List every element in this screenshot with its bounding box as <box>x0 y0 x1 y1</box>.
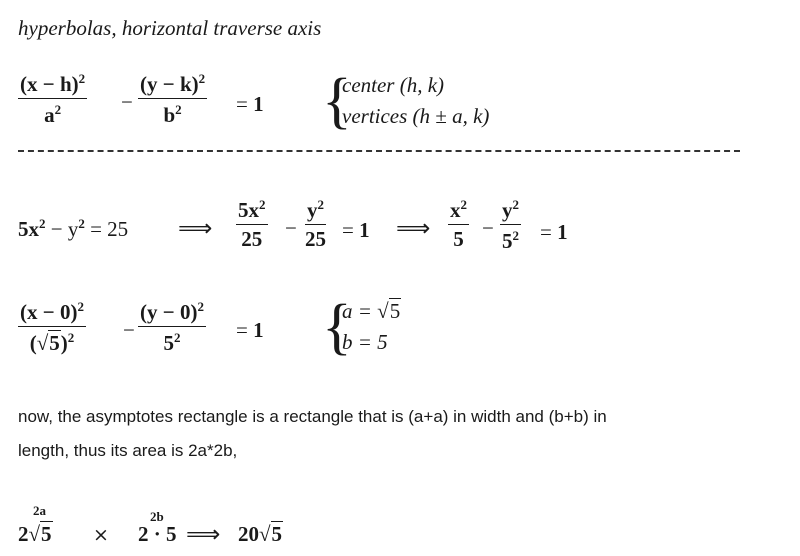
sq: 2 <box>259 197 266 212</box>
prose-line-1: now, the asymptotes rectangle is a rectangle that is (a+a) in width and (b+b) in <box>18 407 607 426</box>
radicand: 5 <box>41 522 52 546</box>
radicand: 5 <box>271 522 283 546</box>
final-result <box>238 522 283 547</box>
step-fraction-3 <box>448 198 469 250</box>
sqrt <box>37 333 61 354</box>
step-n2: y <box>307 198 318 222</box>
step-n4: y <box>502 198 513 222</box>
sq: 2 <box>54 102 62 117</box>
term1-coef: 2 <box>18 522 29 546</box>
case-b: b = 5 <box>342 330 388 354</box>
label-2b: 2b <box>150 509 164 524</box>
sq: 2 <box>198 71 206 86</box>
implies-arrow: ⟹ <box>186 520 221 548</box>
sq: 2 <box>78 216 85 231</box>
minus: − <box>121 90 133 114</box>
implies-arrow: ⟹ <box>178 214 213 242</box>
general-fraction-y <box>138 72 207 126</box>
step-fraction-1 <box>236 198 268 250</box>
step-d1: 25 <box>241 227 263 251</box>
sq: 2 <box>512 197 519 212</box>
heading: hyperbolas, horizontal traverse axis <box>18 16 322 40</box>
equals-one: = 1 <box>342 218 370 242</box>
paren-close: ) <box>60 331 68 355</box>
step-equation <box>18 216 128 242</box>
radicand: 5 <box>389 299 401 323</box>
case-a <box>342 296 401 327</box>
sq: 2 <box>173 330 181 345</box>
final-term-2: 2 · 5 <box>138 522 177 546</box>
prose-line-2: length, thus its area is 2a*2b, <box>18 441 238 460</box>
specific-cases <box>342 296 401 358</box>
sq: 2 <box>460 197 467 212</box>
left-brace: { <box>322 293 352 361</box>
step-n3: x <box>450 198 461 222</box>
step-d4: 5 <box>502 229 513 253</box>
result-coef: 20 <box>238 522 259 546</box>
equals-one: = 1 <box>236 318 264 342</box>
specific-fraction-y <box>138 300 206 354</box>
step-fraction-2 <box>305 198 326 250</box>
step-n1: 5x <box>238 198 259 222</box>
sq: 2 <box>317 197 324 212</box>
radical-sign: √ <box>36 331 49 355</box>
equals-one: = 1 <box>236 92 264 116</box>
radical-sign: √ <box>28 522 41 546</box>
sq: 2 <box>77 299 84 314</box>
radical-sign: √ <box>377 299 389 323</box>
sqrt <box>377 296 401 327</box>
minus: − <box>123 318 135 342</box>
general-num2: (y − k) <box>140 72 199 96</box>
equals-one: = 1 <box>540 220 568 244</box>
general-den2: b <box>163 103 176 127</box>
case-a-label: a = <box>342 299 378 323</box>
left-brace: { <box>322 67 352 135</box>
dashed-separator <box>18 150 740 152</box>
prose <box>18 400 607 468</box>
specific-num2: (y − 0) <box>140 300 198 324</box>
paren-open: ( <box>29 331 37 355</box>
sq: 2 <box>197 299 204 314</box>
sq: 2 <box>512 228 519 243</box>
sq: 2 <box>39 216 46 231</box>
general-cases <box>342 70 489 132</box>
step-fraction-4 <box>500 198 521 252</box>
step-lhs: 5x <box>18 217 39 241</box>
radical-sign: √ <box>259 522 271 546</box>
sqrt <box>29 522 53 547</box>
step-d2: 25 <box>305 227 326 251</box>
step-rhs: = 25 <box>84 217 129 241</box>
general-num1: (x − h) <box>20 72 79 96</box>
sq: 2 <box>175 102 182 117</box>
case-vertices: vertices (h ± a, k) <box>342 104 490 128</box>
general-fraction-x <box>18 72 87 126</box>
general-den1: a <box>44 103 55 127</box>
final-term-1 <box>18 522 53 547</box>
step-d3: 5 <box>453 227 464 251</box>
implies-arrow: ⟹ <box>396 214 431 242</box>
label-2a: 2a <box>33 503 46 518</box>
sqrt <box>259 522 283 547</box>
radicand: 5 <box>49 331 60 355</box>
sq: 2 <box>78 71 86 86</box>
step-mid: − y <box>45 217 79 241</box>
minus: − <box>482 216 494 240</box>
case-center: center (h, k) <box>342 73 445 97</box>
specific-num1: (x − 0) <box>20 300 78 324</box>
specific-fraction-x <box>18 300 86 354</box>
times-sign: × <box>93 524 109 546</box>
minus: − <box>285 216 297 240</box>
specific-den2: 5 <box>163 331 174 355</box>
sq: 2 <box>67 330 75 345</box>
